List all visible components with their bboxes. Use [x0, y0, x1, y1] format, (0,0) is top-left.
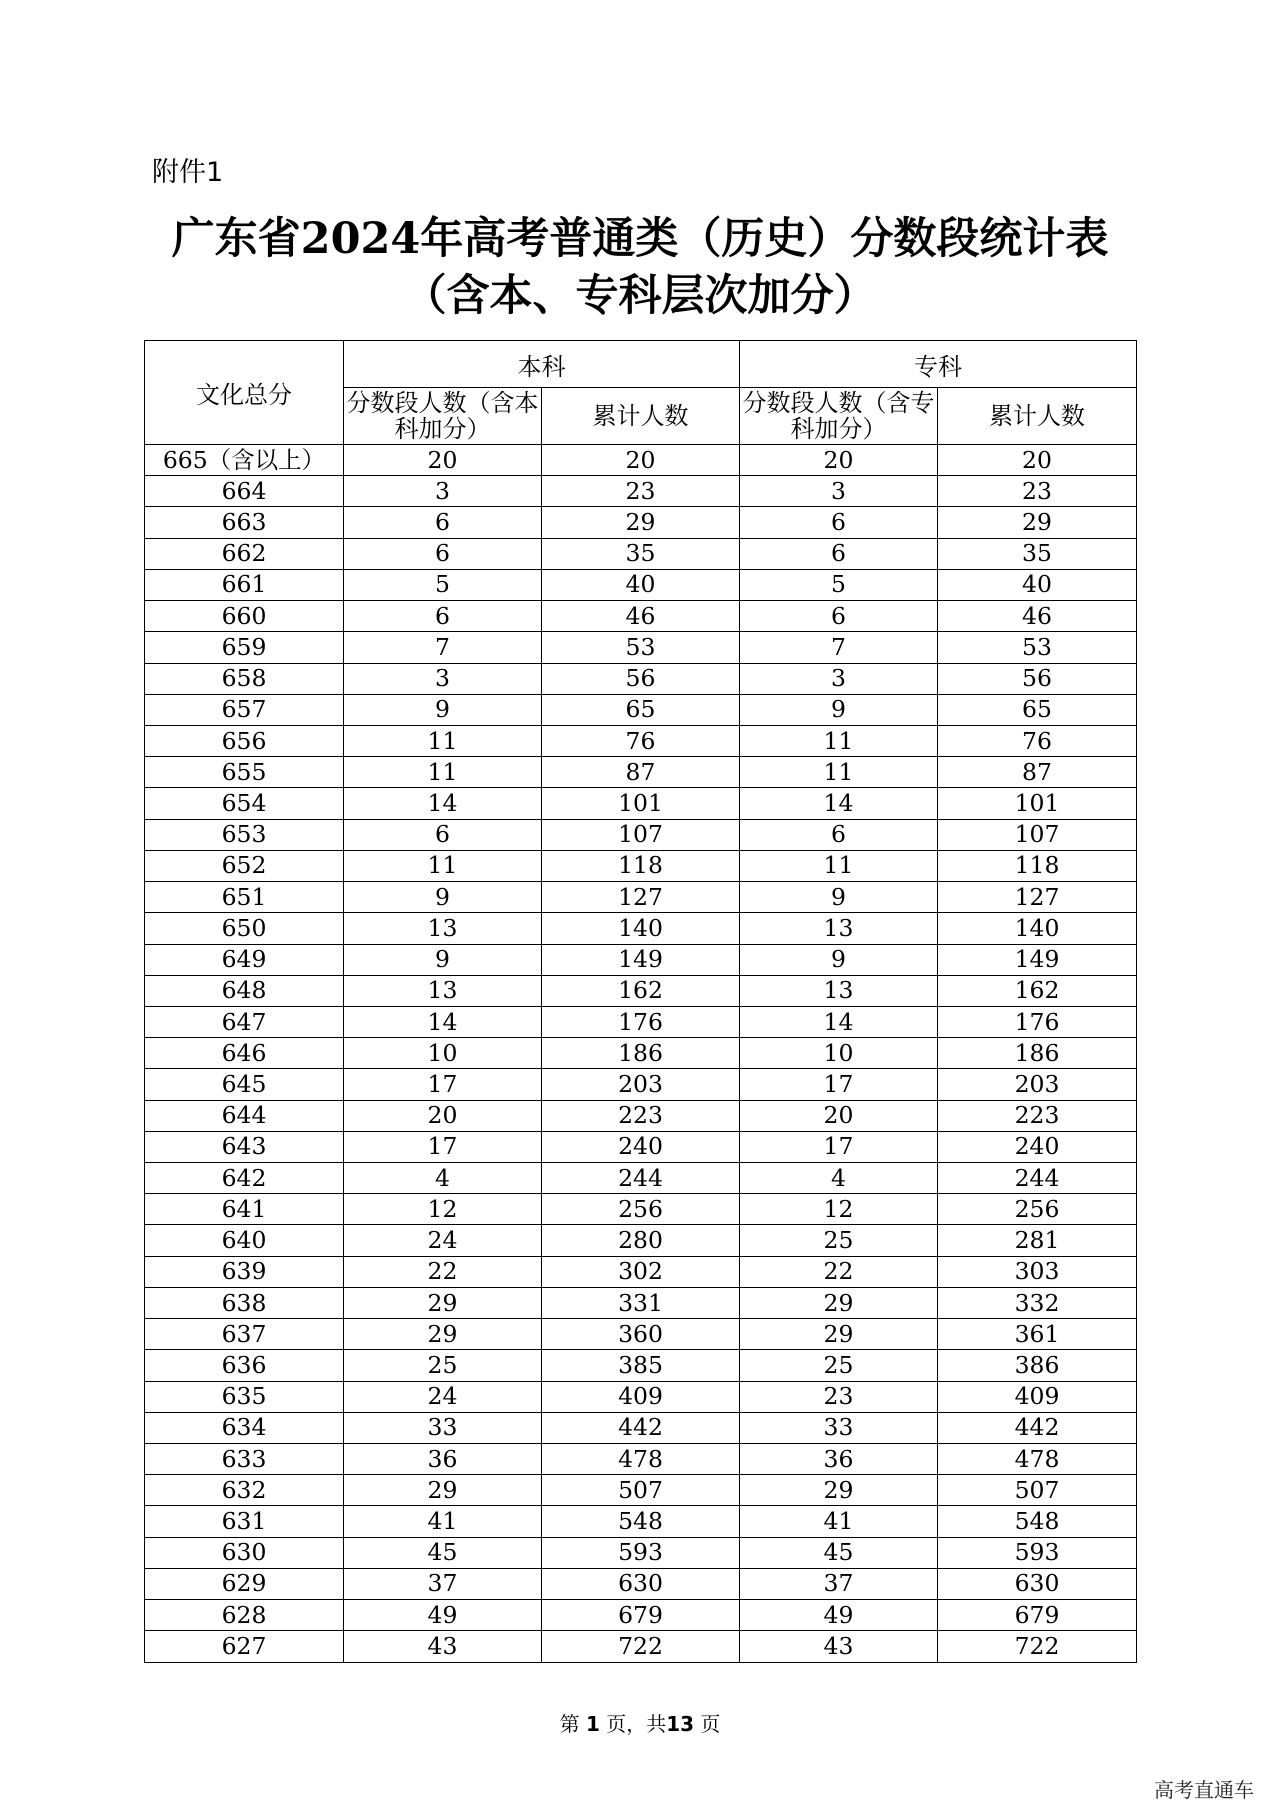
table-row: [145, 601, 1137, 632]
zhuanke-count-cell: 3: [740, 476, 938, 507]
benke-cumulative-cell: 56: [542, 663, 740, 694]
score-cell: 644: [145, 1100, 344, 1131]
benke-count-cell: 29: [344, 1287, 542, 1318]
zhuanke-cumulative-cell: 593: [938, 1537, 1137, 1568]
benke-count-cell: 37: [344, 1568, 542, 1599]
zhuanke-count-cell: 17: [740, 1069, 938, 1100]
header-score: 文化总分: [145, 341, 344, 445]
zhuanke-cumulative-cell: 140: [938, 913, 1137, 944]
zhuanke-count-cell: 7: [740, 632, 938, 663]
table-row: [145, 507, 1137, 538]
table-row: [145, 1412, 1137, 1443]
benke-count-cell: 29: [344, 1319, 542, 1350]
zhuanke-count-cell: 9: [740, 694, 938, 725]
score-cell: 634: [145, 1412, 344, 1443]
header-group-zhuanke: 专科: [740, 341, 1137, 388]
benke-cumulative-cell: 593: [542, 1537, 740, 1568]
zhuanke-count-cell: 6: [740, 538, 938, 569]
watermark: 高考直通车: [1154, 1778, 1254, 1802]
benke-count-cell: 36: [344, 1444, 542, 1475]
benke-cumulative-cell: 186: [542, 1038, 740, 1069]
header-benke-cumulative: 累计人数: [542, 388, 740, 445]
table-row: [145, 1225, 1137, 1256]
benke-cumulative-cell: 548: [542, 1506, 740, 1537]
benke-cumulative-cell: 35: [542, 538, 740, 569]
zhuanke-count-cell: 29: [740, 1475, 938, 1506]
table-row: [145, 1287, 1137, 1318]
benke-count-cell: 14: [344, 788, 542, 819]
score-cell: 639: [145, 1256, 344, 1287]
benke-cumulative-cell: 176: [542, 1006, 740, 1037]
zhuanke-count-cell: 14: [740, 1006, 938, 1037]
zhuanke-cumulative-cell: 87: [938, 757, 1137, 788]
zhuanke-count-cell: 41: [740, 1506, 938, 1537]
footer-pre: 第: [559, 1712, 580, 1736]
zhuanke-cumulative-cell: 203: [938, 1069, 1137, 1100]
benke-count-cell: 5: [344, 569, 542, 600]
benke-cumulative-cell: 107: [542, 819, 740, 850]
score-cell: 654: [145, 788, 344, 819]
benke-cumulative-cell: 40: [542, 569, 740, 600]
zhuanke-cumulative-cell: 20: [938, 445, 1137, 476]
benke-count-cell: 24: [344, 1225, 542, 1256]
score-cell: 664: [145, 476, 344, 507]
zhuanke-cumulative-cell: 244: [938, 1163, 1137, 1194]
zhuanke-count-cell: 17: [740, 1131, 938, 1162]
zhuanke-cumulative-cell: 630: [938, 1568, 1137, 1599]
table-row: [145, 569, 1137, 600]
score-cell: 640: [145, 1225, 344, 1256]
zhuanke-count-cell: 43: [740, 1631, 938, 1663]
benke-cumulative-cell: 23: [542, 476, 740, 507]
benke-count-cell: 43: [344, 1631, 542, 1663]
zhuanke-count-cell: 6: [740, 507, 938, 538]
table-row: [145, 476, 1137, 507]
benke-cumulative-cell: 478: [542, 1444, 740, 1475]
score-cell: 642: [145, 1163, 344, 1194]
zhuanke-count-cell: 9: [740, 882, 938, 913]
zhuanke-cumulative-cell: 101: [938, 788, 1137, 819]
table-row: [145, 1163, 1137, 1194]
table-body: [145, 445, 1137, 1663]
zhuanke-count-cell: 33: [740, 1412, 938, 1443]
footer-post: 页: [700, 1712, 721, 1736]
score-cell: 629: [145, 1568, 344, 1599]
benke-count-cell: 4: [344, 1163, 542, 1194]
zhuanke-count-cell: 20: [740, 1100, 938, 1131]
zhuanke-cumulative-cell: 65: [938, 694, 1137, 725]
score-cell: 648: [145, 975, 344, 1006]
table-row: [145, 788, 1137, 819]
zhuanke-cumulative-cell: 162: [938, 975, 1137, 1006]
zhuanke-cumulative-cell: 118: [938, 850, 1137, 881]
table-row: [145, 1381, 1137, 1412]
score-cell: 663: [145, 507, 344, 538]
table-row: [145, 1350, 1137, 1381]
zhuanke-count-cell: 36: [740, 1444, 938, 1475]
table-row: [145, 663, 1137, 694]
benke-count-cell: 3: [344, 476, 542, 507]
score-cell: 628: [145, 1600, 344, 1631]
score-cell: 649: [145, 944, 344, 975]
zhuanke-cumulative-cell: 240: [938, 1131, 1137, 1162]
table-row: [145, 1568, 1137, 1599]
table-row: [145, 757, 1137, 788]
table-row: [145, 975, 1137, 1006]
benke-cumulative-cell: 280: [542, 1225, 740, 1256]
zhuanke-count-cell: 6: [740, 819, 938, 850]
zhuanke-count-cell: 13: [740, 913, 938, 944]
benke-cumulative-cell: 20: [542, 445, 740, 476]
score-cell: 659: [145, 632, 344, 663]
table-row: [145, 1069, 1137, 1100]
table-row: [145, 632, 1137, 663]
zhuanke-count-cell: 11: [740, 725, 938, 756]
footer-page-number: 1: [585, 1712, 600, 1736]
benke-count-cell: 13: [344, 913, 542, 944]
header-zhuanke-count: 分数段人数（含专科加分）: [740, 388, 938, 445]
zhuanke-cumulative-cell: 107: [938, 819, 1137, 850]
zhuanke-count-cell: 9: [740, 944, 938, 975]
benke-cumulative-cell: 162: [542, 975, 740, 1006]
zhuanke-cumulative-cell: 149: [938, 944, 1137, 975]
header-benke-count: 分数段人数（含本科加分）: [344, 388, 542, 445]
score-cell: 631: [145, 1506, 344, 1537]
zhuanke-count-cell: 20: [740, 445, 938, 476]
benke-count-cell: 13: [344, 975, 542, 1006]
score-cell: 652: [145, 850, 344, 881]
benke-count-cell: 24: [344, 1381, 542, 1412]
zhuanke-cumulative-cell: 127: [938, 882, 1137, 913]
table-row: [145, 1038, 1137, 1069]
zhuanke-count-cell: 4: [740, 1163, 938, 1194]
table-row: [145, 725, 1137, 756]
zhuanke-cumulative-cell: 722: [938, 1631, 1137, 1663]
table-row: [145, 1006, 1137, 1037]
table-row: [145, 694, 1137, 725]
zhuanke-cumulative-cell: 35: [938, 538, 1137, 569]
benke-cumulative-cell: 256: [542, 1194, 740, 1225]
zhuanke-count-cell: 23: [740, 1381, 938, 1412]
benke-cumulative-cell: 302: [542, 1256, 740, 1287]
score-cell: 655: [145, 757, 344, 788]
score-cell: 646: [145, 1038, 344, 1069]
benke-count-cell: 33: [344, 1412, 542, 1443]
zhuanke-count-cell: 11: [740, 850, 938, 881]
benke-count-cell: 20: [344, 445, 542, 476]
table-row: [145, 944, 1137, 975]
zhuanke-cumulative-cell: 46: [938, 601, 1137, 632]
score-cell: 647: [145, 1006, 344, 1037]
benke-count-cell: 6: [344, 507, 542, 538]
score-cell: 656: [145, 725, 344, 756]
zhuanke-count-cell: 25: [740, 1350, 938, 1381]
table-row: [145, 1256, 1137, 1287]
zhuanke-count-cell: 37: [740, 1568, 938, 1599]
benke-count-cell: 9: [344, 882, 542, 913]
attachment-label: 附件1: [152, 157, 224, 188]
header-zhuanke-cumulative: 累计人数: [938, 388, 1137, 445]
score-cell: 653: [145, 819, 344, 850]
table-row: [145, 445, 1137, 476]
zhuanke-cumulative-cell: 442: [938, 1412, 1137, 1443]
table-row: [145, 1631, 1137, 1663]
score-cell: 662: [145, 538, 344, 569]
benke-count-cell: 41: [344, 1506, 542, 1537]
benke-cumulative-cell: 149: [542, 944, 740, 975]
benke-count-cell: 25: [344, 1350, 542, 1381]
score-distribution-table: [144, 340, 1137, 1663]
benke-cumulative-cell: 630: [542, 1568, 740, 1599]
score-cell: 645: [145, 1069, 344, 1100]
header-group-benke: 本科: [344, 341, 740, 388]
zhuanke-cumulative-cell: 186: [938, 1038, 1137, 1069]
benke-count-cell: 11: [344, 757, 542, 788]
zhuanke-cumulative-cell: 23: [938, 476, 1137, 507]
benke-cumulative-cell: 442: [542, 1412, 740, 1443]
zhuanke-cumulative-cell: 56: [938, 663, 1137, 694]
score-cell: 660: [145, 601, 344, 632]
benke-count-cell: 9: [344, 694, 542, 725]
zhuanke-cumulative-cell: 281: [938, 1225, 1137, 1256]
table-row: [145, 1100, 1137, 1131]
benke-cumulative-cell: 223: [542, 1100, 740, 1131]
page-footer: [0, 1708, 1280, 1737]
zhuanke-count-cell: 10: [740, 1038, 938, 1069]
benke-count-cell: 29: [344, 1475, 542, 1506]
benke-count-cell: 6: [344, 601, 542, 632]
zhuanke-cumulative-cell: 548: [938, 1506, 1137, 1537]
benke-cumulative-cell: 46: [542, 601, 740, 632]
benke-count-cell: 17: [344, 1069, 542, 1100]
page-title: 广东省2024年高考普通类（历史）分数段统计表: [171, 214, 1109, 264]
score-cell: 636: [145, 1350, 344, 1381]
table-row: [145, 1194, 1137, 1225]
zhuanke-cumulative-cell: 409: [938, 1381, 1137, 1412]
score-cell: 630: [145, 1537, 344, 1568]
benke-count-cell: 17: [344, 1131, 542, 1162]
benke-cumulative-cell: 331: [542, 1287, 740, 1318]
zhuanke-cumulative-cell: 76: [938, 725, 1137, 756]
score-cell: 658: [145, 663, 344, 694]
score-cell: 643: [145, 1131, 344, 1162]
benke-count-cell: 7: [344, 632, 542, 663]
benke-count-cell: 20: [344, 1100, 542, 1131]
zhuanke-count-cell: 29: [740, 1287, 938, 1318]
benke-count-cell: 22: [344, 1256, 542, 1287]
zhuanke-cumulative-cell: 361: [938, 1319, 1137, 1350]
score-cell: 665（含以上）: [145, 445, 344, 476]
benke-count-cell: 3: [344, 663, 542, 694]
zhuanke-count-cell: 11: [740, 757, 938, 788]
zhuanke-cumulative-cell: 53: [938, 632, 1137, 663]
benke-cumulative-cell: 101: [542, 788, 740, 819]
zhuanke-count-cell: 12: [740, 1194, 938, 1225]
zhuanke-cumulative-cell: 386: [938, 1350, 1137, 1381]
benke-count-cell: 45: [344, 1537, 542, 1568]
benke-count-cell: 10: [344, 1038, 542, 1069]
benke-cumulative-cell: 507: [542, 1475, 740, 1506]
benke-count-cell: 6: [344, 538, 542, 569]
benke-cumulative-cell: 29: [542, 507, 740, 538]
table-row: [145, 1319, 1137, 1350]
benke-cumulative-cell: 409: [542, 1381, 740, 1412]
score-cell: 651: [145, 882, 344, 913]
zhuanke-count-cell: 6: [740, 601, 938, 632]
benke-cumulative-cell: 65: [542, 694, 740, 725]
benke-cumulative-cell: 244: [542, 1163, 740, 1194]
benke-cumulative-cell: 118: [542, 850, 740, 881]
benke-cumulative-cell: 127: [542, 882, 740, 913]
score-cell: 661: [145, 569, 344, 600]
benke-count-cell: 14: [344, 1006, 542, 1037]
benke-cumulative-cell: 140: [542, 913, 740, 944]
table-row: [145, 1444, 1137, 1475]
table-row: [145, 1537, 1137, 1568]
table-row: [145, 913, 1137, 944]
zhuanke-cumulative-cell: 679: [938, 1600, 1137, 1631]
score-cell: 627: [145, 1631, 344, 1663]
zhuanke-cumulative-cell: 507: [938, 1475, 1137, 1506]
table-row: [145, 882, 1137, 913]
benke-cumulative-cell: 722: [542, 1631, 740, 1663]
page-subtitle: （含本、专科层次加分）: [403, 271, 877, 321]
table-row: [145, 850, 1137, 881]
score-cell: 638: [145, 1287, 344, 1318]
score-cell: 650: [145, 913, 344, 944]
zhuanke-count-cell: 49: [740, 1600, 938, 1631]
zhuanke-cumulative-cell: 303: [938, 1256, 1137, 1287]
zhuanke-cumulative-cell: 223: [938, 1100, 1137, 1131]
score-cell: 632: [145, 1475, 344, 1506]
benke-cumulative-cell: 360: [542, 1319, 740, 1350]
zhuanke-cumulative-cell: 332: [938, 1287, 1137, 1318]
table-row: [145, 538, 1137, 569]
benke-cumulative-cell: 385: [542, 1350, 740, 1381]
zhuanke-count-cell: 5: [740, 569, 938, 600]
score-cell: 637: [145, 1319, 344, 1350]
benke-cumulative-cell: 53: [542, 632, 740, 663]
zhuanke-count-cell: 3: [740, 663, 938, 694]
zhuanke-cumulative-cell: 29: [938, 507, 1137, 538]
table-row: [145, 1475, 1137, 1506]
zhuanke-cumulative-cell: 40: [938, 569, 1137, 600]
score-cell: 657: [145, 694, 344, 725]
benke-cumulative-cell: 679: [542, 1600, 740, 1631]
zhuanke-count-cell: 14: [740, 788, 938, 819]
table-row: [145, 1131, 1137, 1162]
zhuanke-count-cell: 25: [740, 1225, 938, 1256]
benke-count-cell: 12: [344, 1194, 542, 1225]
footer-mid: 页，共: [606, 1712, 667, 1736]
zhuanke-cumulative-cell: 256: [938, 1194, 1137, 1225]
benke-cumulative-cell: 240: [542, 1131, 740, 1162]
footer-total-pages: 13: [666, 1712, 695, 1736]
table-row: [145, 819, 1137, 850]
benke-count-cell: 9: [344, 944, 542, 975]
benke-count-cell: 6: [344, 819, 542, 850]
table-row: [145, 1506, 1137, 1537]
benke-cumulative-cell: 76: [542, 725, 740, 756]
benke-cumulative-cell: 87: [542, 757, 740, 788]
score-cell: 633: [145, 1444, 344, 1475]
zhuanke-cumulative-cell: 176: [938, 1006, 1137, 1037]
table-row: [145, 1600, 1137, 1631]
score-cell: 641: [145, 1194, 344, 1225]
zhuanke-count-cell: 22: [740, 1256, 938, 1287]
score-cell: 635: [145, 1381, 344, 1412]
zhuanke-cumulative-cell: 478: [938, 1444, 1137, 1475]
benke-count-cell: 49: [344, 1600, 542, 1631]
zhuanke-count-cell: 13: [740, 975, 938, 1006]
benke-cumulative-cell: 203: [542, 1069, 740, 1100]
zhuanke-count-cell: 29: [740, 1319, 938, 1350]
benke-count-cell: 11: [344, 725, 542, 756]
benke-count-cell: 11: [344, 850, 542, 881]
zhuanke-count-cell: 45: [740, 1537, 938, 1568]
